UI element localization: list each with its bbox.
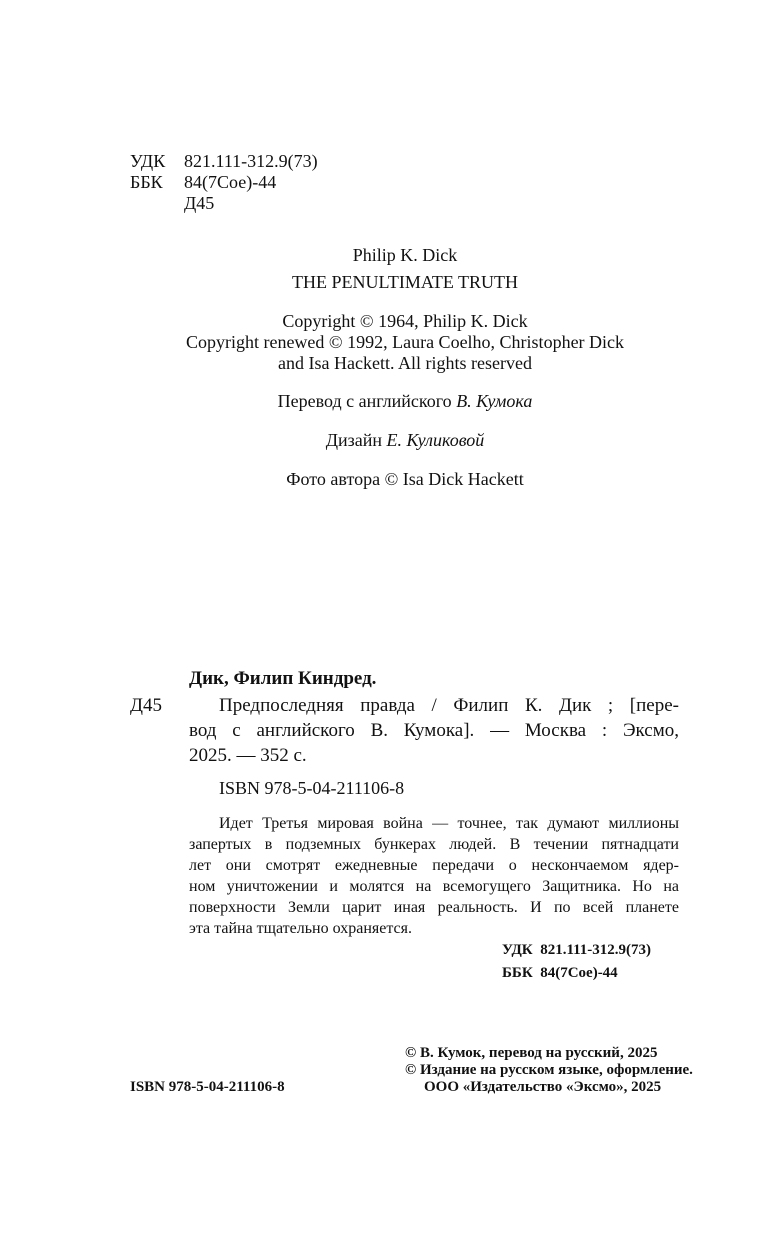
catalog-bbk: ББК 84(7Сое)-44 (502, 965, 618, 981)
annotation (189, 813, 679, 939)
footer-copyright-line: ООО «Издательство «Эксмо», 2025 (424, 1079, 662, 1095)
design-credit (130, 430, 680, 451)
designer-name: Е. Куликовой (386, 430, 485, 450)
catalog-entry-line: 2025. — 352 с. (189, 745, 307, 766)
bbk-row (130, 172, 276, 193)
catalog-entry-line: Предпоследняя правда / Филип К. Дик ; [пере- (219, 695, 679, 716)
copyright-line: Copyright renewed © 1992, Laura Coelho, Christopher Dick (185, 332, 625, 352)
udk-value: 821.111-312.9(73) (184, 151, 318, 171)
annotation-line: поверхности Земли царит иная реальность. И по всей планете (189, 899, 679, 916)
footer-copyright-line: © В. Кумок, перевод на русский, 2025 (405, 1045, 658, 1061)
udk-key: УДК (130, 151, 166, 171)
photo-credit: Фото автора © Isa Dick Hackett (286, 469, 524, 489)
original-title: THE PENULTIMATE TRUTH (292, 272, 518, 292)
catalog-isbn: ISBN 978-5-04-211106-8 (219, 778, 405, 798)
annotation-line: ном уничтожении и молятся на всемогущего Защитника. Но на (189, 878, 679, 895)
design-label: Дизайн (325, 430, 382, 450)
annotation-line: Идет Третья мировая война — точнее, так думают миллионы (219, 815, 679, 832)
copyright-line: and Isa Hackett. All rights reserved (278, 353, 532, 373)
catalog-entry (189, 693, 679, 768)
original-author: Philip K. Dick (352, 245, 458, 265)
translation-label: Перевод с английского (277, 391, 452, 411)
annotation-line: запертых в подземных бункерах людей. В течении пятнадцати (189, 836, 679, 853)
catalog-author-heading: Дик, Филип Киндред. (189, 668, 377, 689)
annotation-line: лет они смотрят ежедневные передачи о нескончаемом ядер- (189, 857, 679, 874)
udk-row (130, 151, 318, 172)
translator-name: В. Кумока (456, 391, 533, 411)
annotation-line: эта тайна тщательно охраняется. (189, 920, 412, 937)
catalog-entry-line: вод с английского В. Кумока]. — Москва : Эксмо, (189, 720, 679, 741)
translation-credit (130, 391, 680, 412)
author-mark: Д45 (184, 193, 215, 213)
bbk-key: ББК (130, 172, 163, 192)
bbk-value: 84(7Сое)-44 (184, 172, 277, 192)
footer-isbn: ISBN 978-5-04-211106-8 (130, 1079, 285, 1095)
catalog-udk: УДК 821.111-312.9(73) (502, 942, 652, 958)
copyright-line: Copyright © 1964, Philip K. Dick (282, 311, 528, 331)
catalog-author-mark: Д45 (130, 695, 162, 716)
footer-copyright-line: © Издание на русском языке, оформление. (405, 1062, 693, 1078)
